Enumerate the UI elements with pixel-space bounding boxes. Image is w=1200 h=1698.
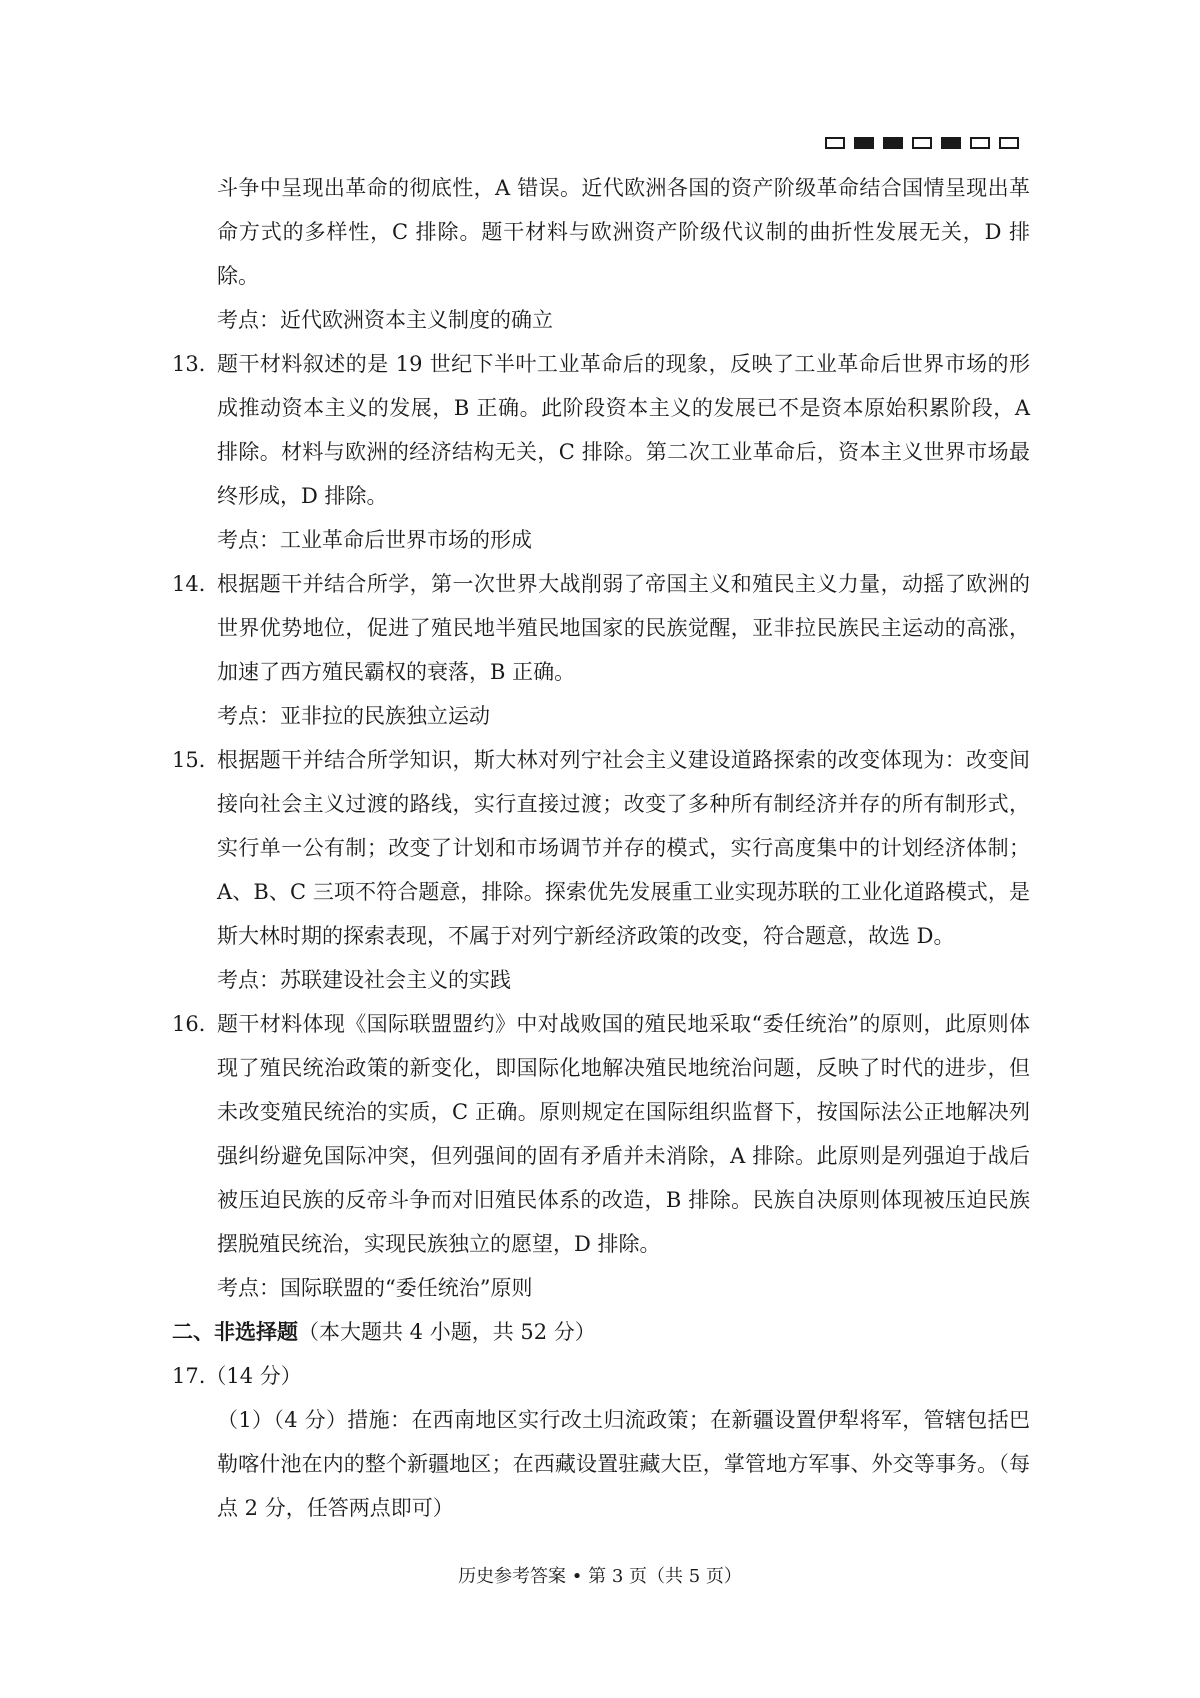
kaodian-15: 考点：苏联建设社会主义的实践: [217, 968, 511, 992]
page-footer: 历史参考答案 • 第 3 页（共 5 页）: [458, 1566, 742, 1587]
answer-content: [172, 166, 1030, 1530]
question-answer: 根据题干并结合所学知识，斯大林对列宁社会主义建设道路探索的改变体现为：改变间接向社会主义过渡的路线，实行直接过渡；改变了多种所有制经济并存的所有制形式，实行单一公有制；改变了计划和市场调节并存的模式，实行高度集中的计划经济体制；A、B、C 三项不符合题意，排除。探索优先发展重工业实现苏联的工业化道路模式，是斯大林时期的探索表现，不属于对列宁新经济政策的改变，符合题意，故选 D。: [217, 748, 1030, 948]
section-note: （本大题共 4 小题，共 52 分）: [298, 1320, 596, 1344]
header-mark-filled: [854, 137, 874, 149]
question-13: [172, 342, 1030, 518]
question-number: 13．: [172, 352, 220, 376]
header-mark-empty: [970, 137, 990, 149]
question-15: [172, 738, 1030, 958]
header-mark-empty: [825, 137, 845, 149]
question-17-heading: 17.（14 分）: [172, 1364, 302, 1388]
header-mark-empty: [912, 137, 932, 149]
question-number: 14．: [172, 572, 220, 596]
question-answer: 根据题干并结合所学，第一次世界大战削弱了帝国主义和殖民主义力量，动摇了欧洲的世界优势地位，促进了殖民地半殖民地国家的民族觉醒，亚非拉民族民主运动的高涨，加速了西方殖民霸权的衰落，B 正确。: [217, 572, 1030, 684]
continuation-paragraph: 斗争中呈现出革命的彻底性，A 错误。近代欧洲各国的资产阶级革命结合国情呈现出革命方式的多样性，C 排除。题干材料与欧洲资产阶级代议制的曲折性发展无关，D 排除。: [217, 176, 1030, 288]
section-heading: [172, 1310, 1030, 1354]
kaodian-12: 考点：近代欧洲资本主义制度的确立: [217, 308, 553, 332]
kaodian-14: 考点：亚非拉的民族独立运动: [217, 704, 490, 728]
header-mark-filled: [941, 137, 961, 149]
header-mark-empty: [999, 137, 1019, 149]
kaodian-16: 考点：国际联盟的“委任统治”原则: [217, 1276, 533, 1300]
header-marks: [825, 137, 1019, 149]
header-mark-filled: [883, 137, 903, 149]
question-16: [172, 1002, 1030, 1266]
kaodian-13: 考点：工业革命后世界市场的形成: [217, 528, 532, 552]
question-17-part-1: （1）（4 分）措施：在西南地区实行改土归流政策；在新疆设置伊犁将军，管辖包括巴勒喀什池在内的整个新疆地区；在西藏设置驻藏大臣，掌管地方军事、外交等事务。（每点 2 分，任答两点即可）: [217, 1408, 1030, 1520]
question-14: [172, 562, 1030, 694]
question-answer: 题干材料叙述的是 19 世纪下半叶工业革命后的现象，反映了工业革命后世界市场的形成推动资本主义的发展，B 正确。此阶段资本主义的发展已不是资本原始积累阶段，A 排除。材料与欧洲的经济结构无关，C 排除。第二次工业革命后，资本主义世界市场最终形成，D 排除。: [217, 352, 1030, 508]
question-answer: 题干材料体现《国际联盟盟约》中对战败国的殖民地采取“委任统治”的原则，此原则体现了殖民统治政策的新变化，即国际化地解决殖民地统治问题，反映了时代的进步，但未改变殖民统治的实质，C 正确。原则规定在国际组织监督下，按国际法公正地解决列强纠纷避免国际冲突，但列强间的固有矛盾并未消除，A 排除。此原则是列强迫于战后被压迫民族的反帝斗争而对旧殖民体系的改造，B 排除。民族自决原则体现被压迫民族摆脱殖民统治，实现民族独立的愿望，D 排除。: [217, 1012, 1030, 1256]
question-number: 15．: [172, 748, 220, 772]
section-title: 二、非选择题: [172, 1319, 298, 1344]
question-number: 16．: [172, 1012, 220, 1036]
